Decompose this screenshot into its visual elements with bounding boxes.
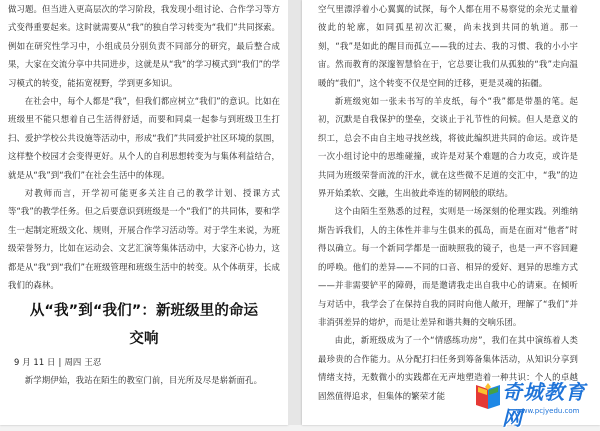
book-logo-icon bbox=[474, 381, 502, 411]
article-weekday: 周四 bbox=[64, 356, 82, 367]
document-page-left bbox=[0, 0, 288, 425]
article-title bbox=[8, 295, 280, 353]
body-paragraph: 空气里漂浮着小心翼翼的试探，每个人都在用不易察觉的余光丈量着彼此的轮廓，如同孤星初次汇聚，尚未找到共同的轨道。那一刻，“我”是如此的醒目而孤立——我的过去、我的习惯、我的小小宇宙。然而教育的深邃智慧恰在于，它总要让我们从孤独的“我”走向温暖的“我们”，这个转变不仅是空间的迁移，更是灵魂的拓疆。 bbox=[318, 4, 578, 88]
body-paragraph: 这个由陌生至熟悉的过程，实则是一场深刻的伦理实践。列维纳斯告诉我们，人的主体性并非与生俱来的孤岛，而是在面对“他者”时得以确立。每一个新同学都是一面映照我的镜子，也是一声不容回避的呼唤。他们的差异——不同的口音、相异的爱好、迥异的思维方式——并非需要铲平的障碍，而是邀请我走出自我中心的请柬。在倾听与对话中，我学会了在保持自我的同时向他人敞开，理解了“我们”并非消弭差异的熔炉，而是让差异和谐共舞的交响乐团。 bbox=[318, 206, 578, 327]
document-page-right bbox=[302, 0, 600, 425]
watermark-title: 奇城教育网 bbox=[502, 380, 586, 430]
article-first-line: 新学期伊始，我站在陌生的教室门前，目光所及尽是崭新面孔。 bbox=[24, 374, 263, 385]
page-content bbox=[8, 0, 280, 389]
page-content bbox=[318, 0, 578, 405]
body-paragraph: 新班级宛如一张未书写的羊皮纸，每个“我”都是带墨的笔。起初，沉默是自我保护的堡垒，交谈止于礼节性的问候。但人是意义的织工，总会不由自主地寻找丝线，将彼此编织进共同的命运。或许是一次小组讨论中的思维碰撞，或许是对某个难题的合力攻克，或许是共同为班级荣誉而流的汗水，就在这些微不足道的交汇中，“我”的边界开始柔软、交融，生出彼此牵连的韧网般的联结。 bbox=[318, 96, 578, 199]
meta-separator: | bbox=[58, 356, 62, 367]
article-title-line1: 从“我”到“我们”：新班级里的命运 bbox=[29, 302, 259, 319]
article-author: 王忍 bbox=[84, 356, 102, 367]
article-meta bbox=[8, 353, 280, 371]
body-paragraph: 由此，新班级成为了一个“情感练功房”，我们在其中演练着人类最珍贵的合作能力。从分配打扫任务到筹备集体活动，从知识分享到情绪支持，无数微小的实践都在无声地塑造着一种共识：个人的卓越固然值得追求，但集体的繁荣才能 bbox=[318, 335, 578, 401]
body-paragraph: 做习题。但当进入更高层次的学习阶段，我发现小组讨论、合作学习等方式变得重要起来。这时就需要从“我”的独自学习转变为“我们”共同探索。例如在研究性学习中，小组成员分别负责不同部分的研究，最后整合成果，大家在交流分享中共同进步，这就是从“我”的学习模式到“我们”的学习模式的转变，能拓宽视野，学到更多知识。 bbox=[8, 4, 281, 88]
body-paragraph: 在社会中，每个人都是“我”，但我们都应树立“我们”的意识。比如在班级里不能只想着自己生活得舒适，而要和同桌一起参与到班级卫生打扫、爱护学校公共设施等活动中，形成“我们”共同爱护社区环境的氛围，这样整个校园才会变得更好。从个人的自利思想转变为与集体利益结合，就是从“我”到“我们”在社会生活中的体现。 bbox=[8, 96, 280, 180]
body-paragraph: 对教师而言，开学初可能更多关注自己的教学计划、授课方式等“我”的教学任务。但之后要意识到班级是一个“我们”的共同体，要和学生一起制定班级文化、规则，开展合作学习活动等。对于学生来说，为班级荣誉努力，比如在运动会、文艺汇演等集体活动中，大家齐心协力，这都是从“我”到“我们”在班级管理和班级生活中的转变。从个体萌芽，长成我们的森林。 bbox=[8, 188, 281, 291]
watermark-url: www.pcjyedu.com bbox=[516, 407, 580, 415]
page-gap bbox=[288, 0, 302, 425]
site-watermark bbox=[474, 379, 596, 430]
article-date: 9 月 11 日 bbox=[14, 356, 56, 367]
article-title-line2: 交响 bbox=[129, 330, 159, 347]
